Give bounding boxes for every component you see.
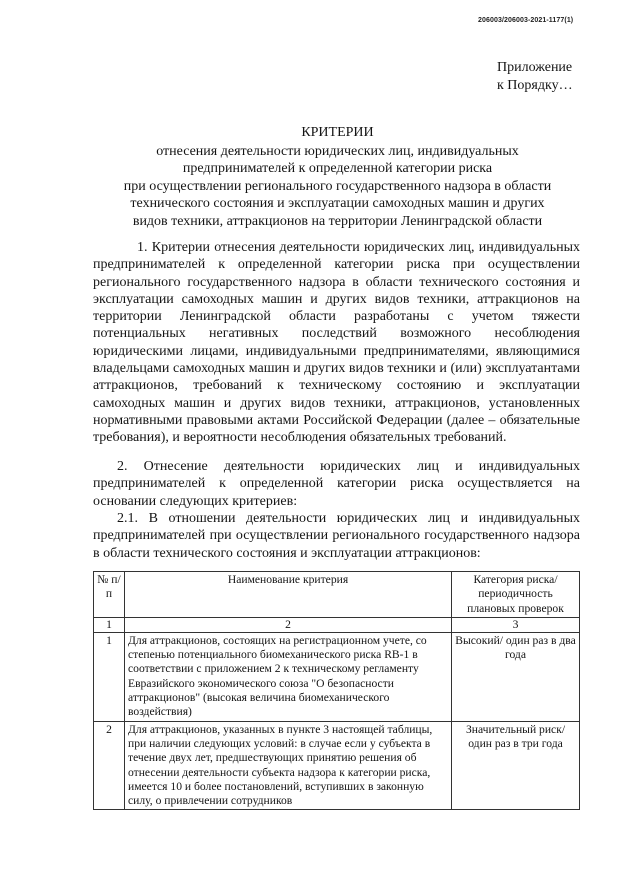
table-header-row (94, 572, 580, 618)
page-bottom-margin (0, 823, 639, 877)
criteria-table (93, 571, 580, 810)
row-number: 1 (94, 632, 125, 721)
document-title: КРИТЕРИИ (301, 125, 374, 140)
row-category: Значительный риск/ один раз в три года (452, 721, 580, 810)
table-row (94, 721, 580, 810)
column-number: 3 (452, 617, 580, 632)
row-category: Высокий/ один раз в два года (452, 632, 580, 721)
document-subtitle (40, 143, 635, 230)
header-category: Категория риска/периодичность плановых проверок (452, 572, 580, 618)
table-column-numbers-row (94, 617, 580, 632)
document-id: 206003/206003-2021-1177(1) (478, 17, 574, 24)
row-number: 2 (94, 721, 125, 810)
paragraph-1 (93, 239, 580, 447)
header-criterion: Наименование критерия (125, 572, 452, 618)
appendix-line-1: Приложение (497, 60, 573, 75)
row-criterion: Для аттракционов, указанных в пункте 3 настоящей таблицы, при наличии следующих условий: в случае если у субъекта в течение двух лет, предшествующих принятию решения об отнесении деятельности субъекта надзора к категории риска, имеется 10 и более постановлений, вступивших в законную силу, о привлечении сотрудников (125, 721, 452, 810)
paragraph-2 (93, 458, 580, 510)
header-number: № п/п (94, 572, 125, 618)
paragraph-2-1-text: 2.1. В отношении деятельности юридических лиц и индивидуальных предпринимателей при осуществлении регионального государственного надзора в области технического состояния и эксплуатации аттракционов: (93, 511, 580, 561)
table-row (94, 632, 580, 721)
row-criterion: Для аттракционов, состоящих на регистрационном учете, со степенью потенциального биомеханического риска RB-1 в соответствии с приложением 2 к техническому регламенту Евразийского экономического союза "О безопасности аттракционов" (высокая величина биомеханического воздействия) (125, 632, 452, 721)
subtitle-line: при осуществлении регионального государственного надзора в области (123, 178, 552, 194)
appendix-note (497, 59, 573, 95)
appendix-line-2: к Порядку… (497, 78, 573, 93)
subtitle-line: предпринимателей к определенной категории риска (182, 161, 493, 177)
paragraph-2-text: 2. Отнесение деятельности юридических лиц и индивидуальных предпринимателей к определенной категории риска осуществляется на основании следующих критериев: (93, 459, 580, 509)
paragraph-1-text: 1. Критерии отнесения деятельности юридических лиц, индивидуальных предпринимателей к определенной категории риска при осуществлении регионального государственного надзора в области технического состояния и эксплуатации самоходных машин и других видов техники, аттракционов на территории Ленинградской области разработаны с учетом тяжести потенциальных негативных последствий возможного несоблюдения юридическими лицами, индивидуальными предпринимателями, являющимися владельцами самоходных машин и других видов техники и (или) эксплуатантами аттракционов, требований к техническому состоянию и эксплуатации самоходных машин и других видов техники, аттракционов, установленных нормативными правовыми актами Российской Федерации (далее – обязательные требования), и вероятности несоблюдения обязательных требований. (93, 240, 580, 446)
subtitle-line: технического состояния и эксплуатации самоходных машин и других (130, 196, 545, 212)
column-number: 2 (125, 617, 452, 632)
paragraph-2-1 (93, 510, 580, 562)
column-number: 1 (94, 617, 125, 632)
subtitle-line: отнесения деятельности юридических лиц, индивидуальных (156, 144, 519, 159)
subtitle-line: видов техники, аттракционов на территории Ленинградской области (132, 213, 543, 229)
